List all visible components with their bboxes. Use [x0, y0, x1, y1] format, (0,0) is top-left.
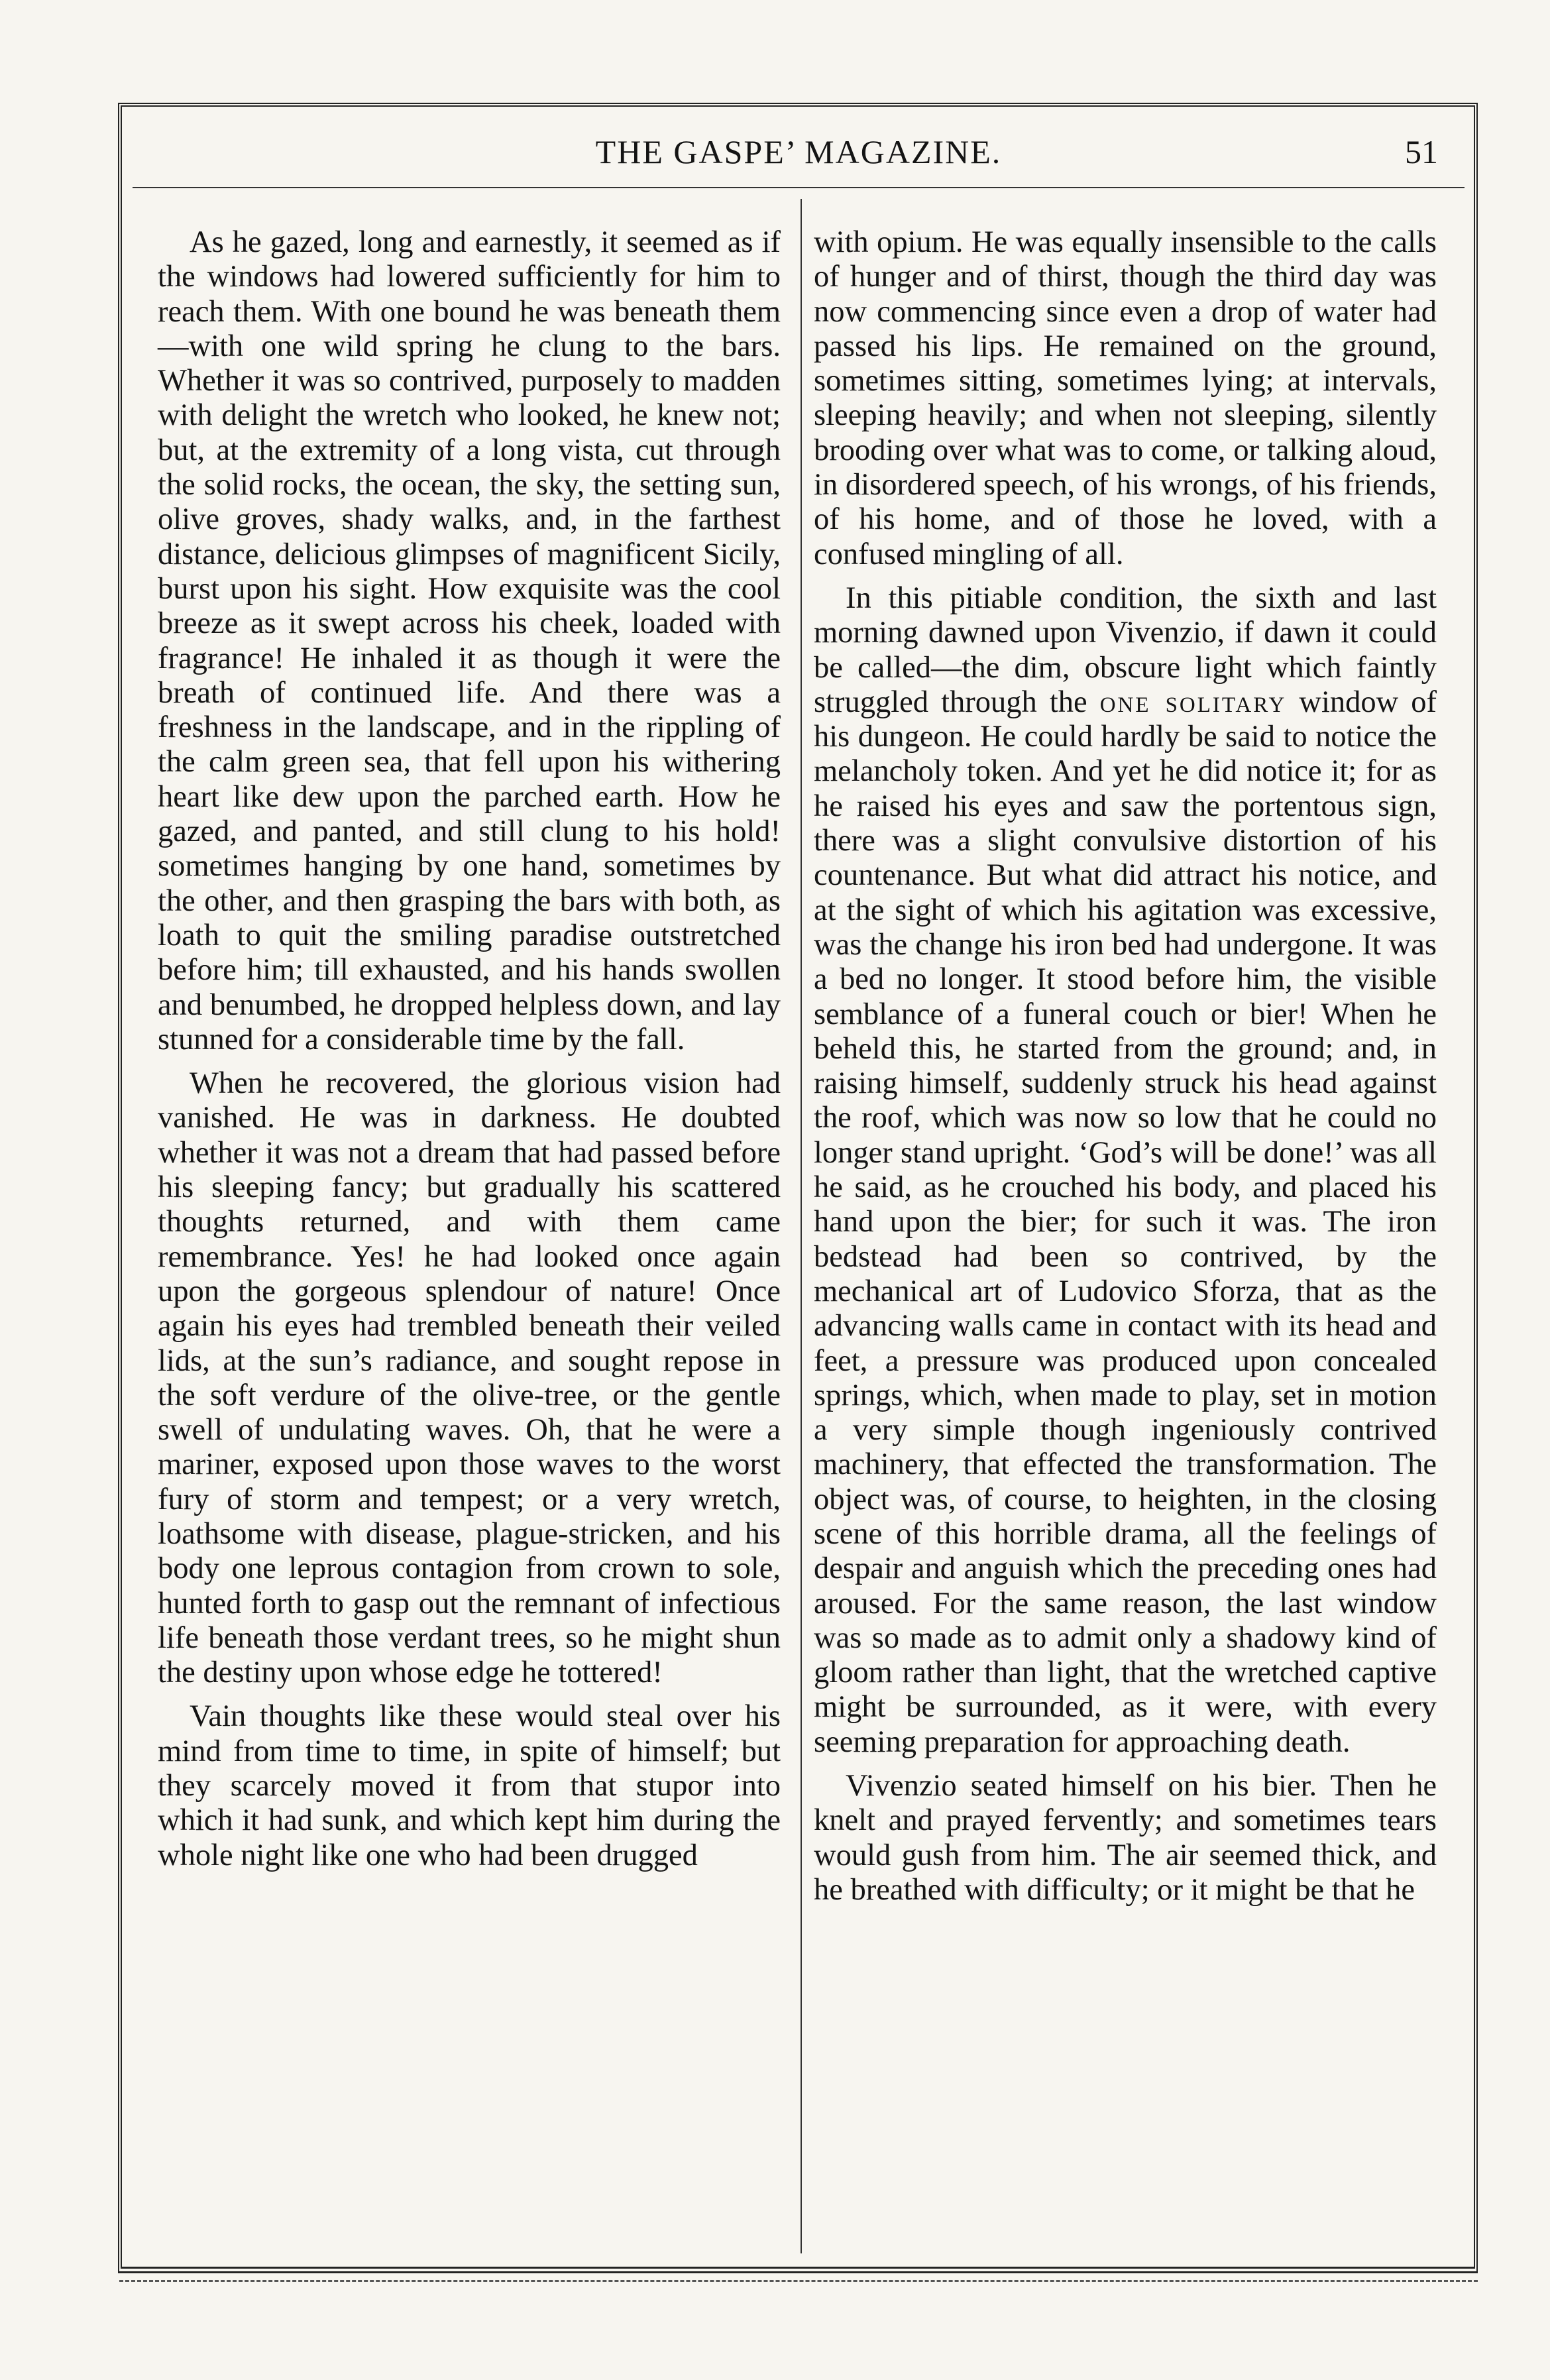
page-header: [159, 133, 1438, 186]
header-rule: [133, 187, 1465, 188]
running-title: THE GASPE’ MAGAZINE.: [595, 133, 1002, 170]
paragraph: As he gazed, long and earnestly, it seemed as if the windows had lowered sufficiently for him to reach them. With one bound he was beneath them—with one wild spring he clung to the bars. Whether it was so contrived, purposely to madden with delight the wretch who looked, he knew not; but, at the extremity of a long vista, cut through the solid rocks, the ocean, the sky, the setting sun, olive groves, shady walks, and, in the farthest distance, delicious glimpses of magnificent Sicily, burst upon his sight. How exquisite was the cool breeze as it swept across his cheek, loaded with fragrance! He inhaled it as though it were the breath of continued life. And there was a freshness in the landscape, and in the rippling of the calm green sea, that fell upon his withering heart like dew upon the parched earth. How he gazed, and panted, and still clung to his hold! sometimes hanging by one hand, sometimes by the other, and then grasping the bars with both, as loath to quit the smiling paradise outstretched before him; till exhausted, and his hands swollen and benumbed, he dropped helpless down, and lay stunned for a considerable time by the fall.: [158, 225, 781, 1056]
paragraph: When he recovered, the glorious vision had vanished. He was in darkness. He doubted whether it was not a dream that had passed before his sleeping fancy; but gradually his scattered thoughts returned, and with them came remembrance. Yes! he had looked once again upon the gorgeous splendour of nature! Once again his eyes had trembled beneath their veiled lids, at the sun’s radiance, and sought repose in the soft verdure of the olive-tree, or the gentle swell of undulating waves. Oh, that he were a mariner, exposed upon those waves to the worst fury of storm and tempest; or a very wretch, loathsome with disease, plague-stricken, and his body one leprous contagion from crown to sole, hunted forth to gasp out the remnant of infectious life beneath those verdant trees, so he might shun the destiny upon whose edge he tottered!: [158, 1066, 781, 1690]
right-column: [814, 225, 1437, 1907]
paragraph: [814, 581, 1437, 1760]
left-column: [158, 225, 781, 1873]
paragraph: Vivenzio seated himself on his bier. Then he knelt and prayed fervently; and sometimes tears would gush from him. The air seemed thick, and he breathed with difficulty; or it might be that he: [814, 1769, 1437, 1907]
bottom-rule: [119, 2280, 1478, 2282]
text-span: window of his dungeon. He could hardly be said to notice the melancholy token. And yet he did notice it; for as he raised his eyes and saw the portentous sign, there was a slight convulsive distortion of his countenance. But what did attract his notice, and at the sight of which his agitation was excessive, was the change his iron bed had undergone. It was a bed no longer. It stood before him, the visible semblance of a funeral couch or bier! When he beheld this, he started from the ground; and, in raising himself, suddenly struck his head against the roof, which was now so low that he could no longer stand upright. ‘God’s will be done!’ was all he said, as he crouched his body, and placed his hand upon the bier; for such it was. The iron bedstead had been so contrived, by the mechanical art of Ludovico Sforza, that as the advancing walls came in contact with its head and feet, a pressure was produced upon concealed springs, which, when made to play, set in motion a very simple though ingeniously contrived machinery, that effected the transformation. The object was, of course, to heighten, in the closing scene of this horrible drama, all the feelings of despair and anguish which the preceding ones had aroused. For the same reason, the last window was so made as to admit only a shadowy kind of gloom rather than light, that the wretched captive might be surrounded, as it were, with every seeming preparation for approaching death.: [814, 685, 1437, 1759]
column-divider: [801, 199, 802, 2253]
page-number: 51: [1405, 133, 1438, 170]
small-caps-text: one solitary: [1099, 685, 1287, 719]
text-span: In this pitiable condition, the sixth and last morning dawned upon Vivenzio, if dawn it could be called—the dim, obscure light which faintly struggled through the: [814, 581, 1437, 719]
paragraph: Vain thoughts like these would steal over his mind from time to time, in spite of himself; but they scarcely moved it from that stupor into which it had sunk, and which kept him during the whole night like one who had been drugged: [158, 1699, 781, 1872]
paragraph-continued: with opium. He was equally insensible to the calls of hunger and of thirst, though the third day was now commencing since even a drop of water had passed his lips. He remained on the ground, sometimes sitting, sometimes lying; at intervals, sleeping heavily; and when not sleeping, silently brooding over what was to come, or talking aloud, in disordered speech, of his wrongs, of his friends, of his home, and of those he loved, with a confused mingling of all.: [814, 225, 1437, 571]
